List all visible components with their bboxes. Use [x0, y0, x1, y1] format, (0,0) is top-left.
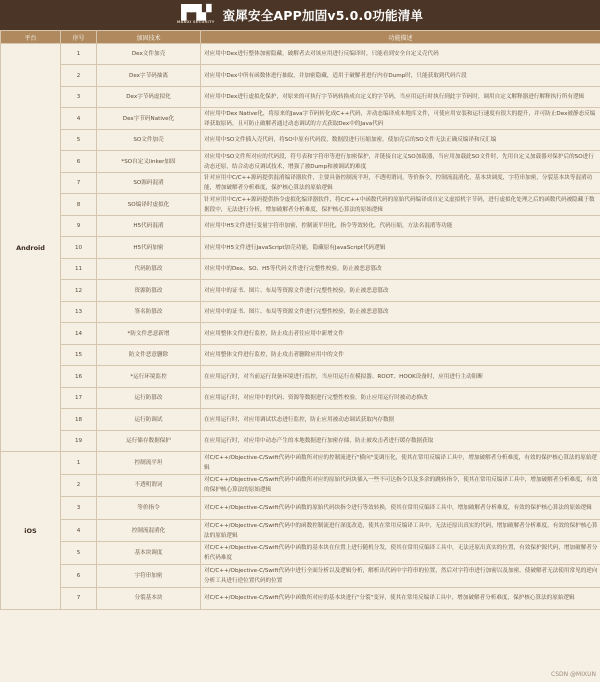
row-index: 3 [61, 87, 97, 108]
table-row [1, 323, 600, 345]
logo-subtext: MANXI SECURITY [176, 20, 215, 24]
row-index: 9 [61, 216, 97, 237]
platform-cell-android: Android [1, 44, 61, 452]
row-technique: Dex字节码Native化 [97, 108, 201, 130]
row-description: 对应用中Dex进行整体加密隐藏，破解者去对该应用进行反编译时，只能看到安全自定义壳代码 [201, 44, 600, 65]
row-technique: 控制流混淆化 [97, 519, 201, 542]
row-description: 对C/C++/Objective-C/Swift代码中函数所对应的基本块进行"分裂"变异，使其在常用反编译工具中，增加破解者分析难度，保护核心算法的原始逻辑 [201, 587, 600, 610]
row-description: 对应用中Dex Native化，将原来的Java字节码转化成C++代码，并动态编译成本地库文件，可使应用安装和运行速度有很大的提升，并可防止Dex被静态反编译获取原码，且可防止破解者通过动态调试的方式获取Dex中的Java代码 [201, 108, 600, 130]
row-description: 针对应用中C/C++源码提供混淆编译器软件，主要具备控制流平坦，不透明谓词，等价指令，控制流混淆化，基本块调度，字符串加密，分裂基本块等混淆功能，增加破解者分析难度，保护核心算法的原始逻辑 [201, 173, 600, 194]
row-index: 16 [61, 366, 97, 388]
row-description: 对应用中的证书、图片、布局等资源文件进行完整性校验，防止被恶意篡改 [201, 302, 600, 323]
row-description: 在应用运行时，对应用中动态产生的本地数据进行加密存储，防止被攻击者进行缓存数据获取 [201, 431, 600, 452]
table-row [1, 173, 600, 194]
row-description: 对应用整体文件进行监控，防止攻击者删除应用中的文件 [201, 345, 600, 366]
row-index: 10 [61, 237, 97, 259]
row-description: 对应用中H5文件进行JavaScript加壳功能，隐藏原有JavaScript代码逻辑 [201, 237, 600, 259]
table-row [1, 130, 600, 151]
row-technique: 等价指令 [97, 497, 201, 520]
row-technique: 运行储存数据保护 [97, 431, 201, 452]
row-description: 对应用中的证书、图片、布局等资源文件进行完整性校验，防止被恶意篡改 [201, 280, 600, 302]
table-row [1, 216, 600, 237]
table-row [1, 87, 600, 108]
table-row [1, 280, 600, 302]
table-row [1, 564, 600, 587]
row-index: 6 [61, 151, 97, 173]
row-technique: 运行防篡改 [97, 388, 201, 409]
column-header-technique: 加固技术 [97, 31, 201, 44]
table-row [1, 108, 600, 130]
row-technique: H5代码混淆 [97, 216, 201, 237]
table-row [1, 302, 600, 323]
row-technique: SO源码混淆 [97, 173, 201, 194]
page-title: 蛮犀安全APP加固v5.0.0功能清单 [222, 8, 424, 23]
row-description: 对C/C++/Objective-C/Swift代码中函数的原始代码块指令进行等效转换，使其在常用反编译工具中，增加破解者分析难度，有效的保护核心算法的原始逻辑 [201, 497, 600, 520]
table-row [1, 474, 600, 497]
table-row [1, 542, 600, 565]
row-index: 1 [61, 44, 97, 65]
table-row [1, 44, 600, 65]
table-row [1, 519, 600, 542]
table-row [1, 497, 600, 520]
watermark: CSDN @MIXUN [551, 671, 596, 678]
row-description: 在应用运行时，对应用中的代码、资源等数据进行完整性校验，防止应用运行时被动态修改 [201, 388, 600, 409]
row-technique: 分裂基本块 [97, 587, 201, 610]
row-index: 4 [61, 519, 97, 542]
row-index: 17 [61, 388, 97, 409]
title-bar [0, 0, 600, 30]
row-index: 19 [61, 431, 97, 452]
row-description: 对C/C++/Objective-C/Swift代码中进行全面分析以及逻辑分析，解析出代码中字符串的位置，然后对字符串进行加密以及加密，使破解者无法使用常见的逆向分析工具进行逆位置代码的位置 [201, 564, 600, 587]
row-technique: *防文件恶意新增 [97, 323, 201, 345]
row-index: 15 [61, 345, 97, 366]
row-description: 在应用运行时，对当前运行设备环境进行监控，当应用运行在模拟器、ROOT、HOOK设备时，应用进行主动阻断 [201, 366, 600, 388]
row-index: 11 [61, 259, 97, 280]
table-body [1, 44, 600, 610]
row-technique: *SO自定义linker加固 [97, 151, 201, 173]
table-header-row [1, 31, 600, 44]
table-row [1, 431, 600, 452]
row-technique: 控制流平坦 [97, 452, 201, 475]
row-description: 对应用中H5文件进行变量字符串加密，控制流平坦化，指令等效转化，代码压缩，方法名混淆等功能 [201, 216, 600, 237]
column-header-platform: 平台 [1, 31, 61, 44]
logo-mark: ▛▜▞ [181, 5, 211, 21]
column-header-index: 序号 [61, 31, 97, 44]
row-index: 12 [61, 280, 97, 302]
row-description: 针对应用中C/C++源码提供指令虚拟化编译器软件，将C/C++中函数代码的原始代码编译成自定义虚拟机字节码，进行虚拟化处理之后的函数代码被隐藏于数据段中，无法进行分析，增加破解者分析难度，保护核心算法的原始逻辑 [201, 194, 600, 216]
table-row [1, 259, 600, 280]
row-technique: SO文件加壳 [97, 130, 201, 151]
row-technique: 签名防篡改 [97, 302, 201, 323]
platform-cell-ios: iOS [1, 452, 61, 610]
table-row [1, 587, 600, 610]
row-technique: 字符串加密 [97, 564, 201, 587]
row-description: 对应用中SO文件所对应的代码段，符号表和字符串等进行加密保护，并链接自定义SO加载器，当应用加载此SO文件时，先用自定义加载器对保护后的SO进行动态还原，结合动态反调试技术，增强了被Dump和被调试的难度 [201, 151, 600, 173]
feature-table [0, 30, 600, 610]
row-index: 2 [61, 474, 97, 497]
row-index: 14 [61, 323, 97, 345]
row-description: 对C/C++/Objective-C/Swift代码中函数的基本块在位置上进行随机分发，使其在常用反编译工具中，无法还原出真实的位置，有效保护源代码，增加破解者分析代码难度 [201, 542, 600, 565]
row-description: 对应用中的Dex、SO、H5等代码文件进行完整性校验，防止被恶意篡改 [201, 259, 600, 280]
row-technique: Dex文件加壳 [97, 44, 201, 65]
row-description: 对应用中SO文件插入壳代码，将SO中原有代码段，数据段进行压缩加密，使加壳后的SO文件无法正确反编译和反汇编 [201, 130, 600, 151]
row-technique: 运行防调试 [97, 409, 201, 431]
table-row [1, 151, 600, 173]
row-description: 对C/C++/Objective-C/Swift代码中函数所对应的原始代码块插入一些不可达指令以及多余的跳转指令，使其在常用反编译工具中，增加破解者分析难度，有效的保护核心算法的原始逻辑 [201, 474, 600, 497]
row-index: 18 [61, 409, 97, 431]
row-technique: H5代码加密 [97, 237, 201, 259]
row-technique: 防文件恶意删除 [97, 345, 201, 366]
row-technique: 不透明谓词 [97, 474, 201, 497]
row-description: 对应用中Dex进行虚拟化保护，对原来的可执行字节码转换成自定义的字节码，当应用运行时执行到此字节码时，调用自定义解释器进行解释执行所有逻辑 [201, 87, 600, 108]
row-technique: Dex字节码抽离 [97, 65, 201, 87]
row-index: 6 [61, 564, 97, 587]
row-index: 8 [61, 194, 97, 216]
table-row [1, 452, 600, 475]
manxi-logo [177, 6, 215, 24]
row-index: 13 [61, 302, 97, 323]
row-technique: 代码防篡改 [97, 259, 201, 280]
table-row [1, 366, 600, 388]
table-row [1, 237, 600, 259]
column-header-description: 功能描述 [201, 31, 600, 44]
table-row [1, 345, 600, 366]
row-index: 5 [61, 542, 97, 565]
row-description: 对应用整体文件进行监控，防止攻击者往应用中新增文件 [201, 323, 600, 345]
row-technique: 资源防篡改 [97, 280, 201, 302]
row-description: 对C/C++/Objective-C/Swift代码中的函数控制流进行深度改造，使其在常用反编译工具中，无法还原出真实的代码，增加破解者分析难度，有效的保护核心算法的原始逻辑 [201, 519, 600, 542]
table-row [1, 388, 600, 409]
row-index: 7 [61, 173, 97, 194]
table-row [1, 65, 600, 87]
row-technique: 基本块调度 [97, 542, 201, 565]
row-index: 7 [61, 587, 97, 610]
row-index: 5 [61, 130, 97, 151]
row-index: 1 [61, 452, 97, 475]
row-index: 3 [61, 497, 97, 520]
row-description: 在应用运行时，对应用调试状态进行监控，防止应用被动态调试获取内存数据 [201, 409, 600, 431]
table-row [1, 409, 600, 431]
row-technique: Dex字节码虚拟化 [97, 87, 201, 108]
row-description: 对应用中Dex中所有函数体进行抽取，并加密隐藏，适用于破解者进行内存Dump时，只能获取到代码片段 [201, 65, 600, 87]
table-row [1, 194, 600, 216]
row-technique: *运行环境监控 [97, 366, 201, 388]
row-index: 4 [61, 108, 97, 130]
row-index: 2 [61, 65, 97, 87]
row-description: 对C/C++/Objective-C/Swift代码中函数所对应的控制流进行"横向"变调压化，使其在常用反编译工具中，增加破解者分析难度，有效的保护核心算法的原始逻辑 [201, 452, 600, 475]
row-technique: SO编译时虚拟化 [97, 194, 201, 216]
